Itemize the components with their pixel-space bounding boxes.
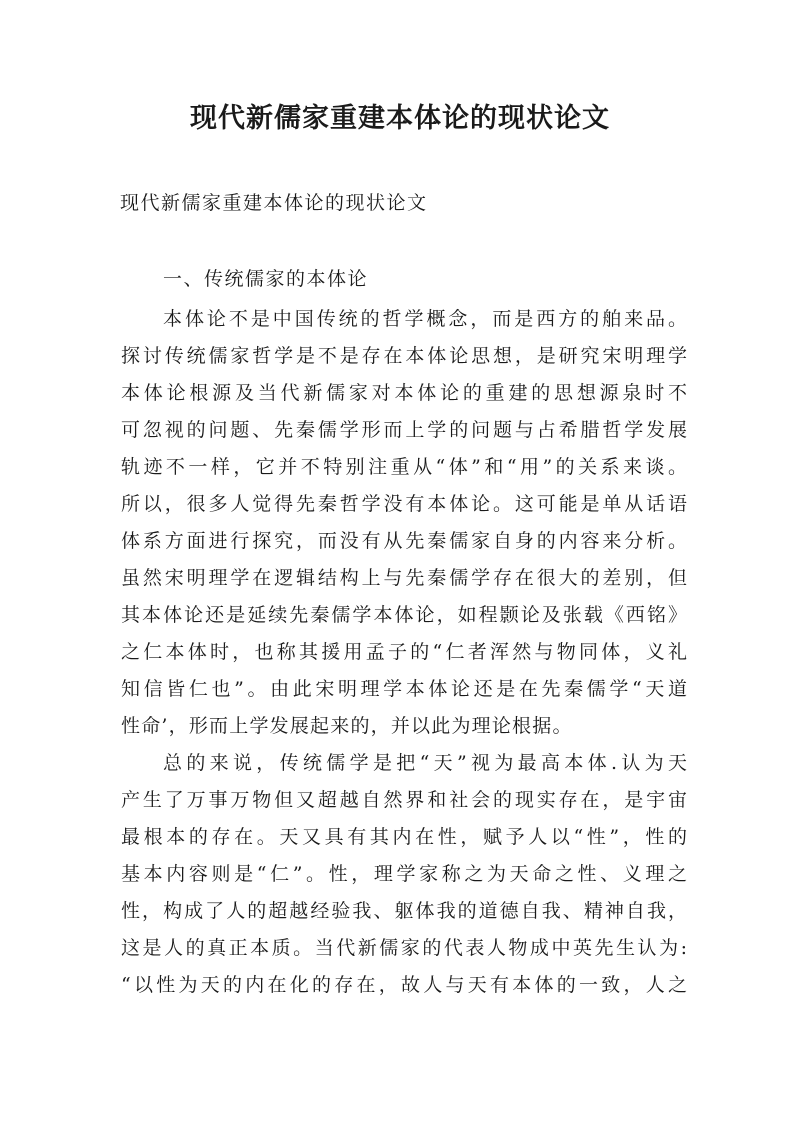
paragraph-2-line: 基本内容则是“仁”。性，理学家称之为天命之性、义理之 xyxy=(121,863,687,885)
paragraph-2-line: “以性为天的内在化的存在，故人与天有本体的一致，人之 xyxy=(121,974,687,996)
paragraph-1-line: 之仁本体时，也称其援用孟子的“仁者浑然与物同体，义礼 xyxy=(121,641,687,663)
paragraph-1-line: 本体论根源及当代新儒家对本体论的重建的思想源泉时不 xyxy=(121,382,687,404)
paragraph-1-line: 知信皆仁也”。由此宋明理学本体论还是在先秦儒学“天道 xyxy=(121,678,687,700)
paragraph-1-line: 性命’，形而上学发展起来的，并以此为理论根据。 xyxy=(121,715,573,737)
paragraph-2-line: 总的来说，传统儒学是把“天”视为最高本体.认为天 xyxy=(163,752,687,774)
paragraph-1-line: 其本体论还是延续先秦儒学本体论，如程颢论及张载《西铭》 xyxy=(121,604,687,626)
paragraph-1-line: 所以，很多人觉得先秦哲学没有本体论。这可能是单从话语 xyxy=(121,493,687,515)
paragraph-2-line: 产生了万事万物但又超越自然界和社会的现实存在，是宇宙 xyxy=(121,789,687,811)
paragraph-1-line: 本体论不是中国传统的哲学概念，而是西方的舶来品。 xyxy=(163,308,687,330)
paragraph-1-line: 虽然宋明理学在逻辑结构上与先秦儒学存在很大的差别，但 xyxy=(121,567,687,589)
paragraph-1-line: 探讨传统儒家哲学是不是存在本体论思想，是研究宋明理学 xyxy=(121,345,687,367)
paragraph-2-line: 这是人的真正本质。当代新儒家的代表人物成中英先生认为: xyxy=(121,937,687,959)
paragraph-1-line: 轨迹不一样，它并不特别注重从“体”和“用”的关系来谈。 xyxy=(121,456,687,478)
document-subtitle: 现代新儒家重建本体论的现状论文 xyxy=(120,192,428,214)
section-heading: 一、传统儒家的本体论 xyxy=(163,268,369,290)
paragraph-1-line: 可忽视的问题、先秦儒学形而上学的问题与占希腊哲学发展 xyxy=(121,419,687,441)
paragraph-1-line: 体系方面进行探究，而没有从先秦儒家自身的内容来分析。 xyxy=(121,530,687,552)
paragraph-2-line: 性，构成了人的超越经验我、躯体我的道德自我、精神自我， xyxy=(121,900,687,922)
document-title: 现代新儒家重建本体论的现状论文 xyxy=(190,103,610,134)
paragraph-2-line: 最根本的存在。天又具有其内在性，赋予人以“性”，性的 xyxy=(121,826,687,848)
body-text xyxy=(121,301,687,1004)
